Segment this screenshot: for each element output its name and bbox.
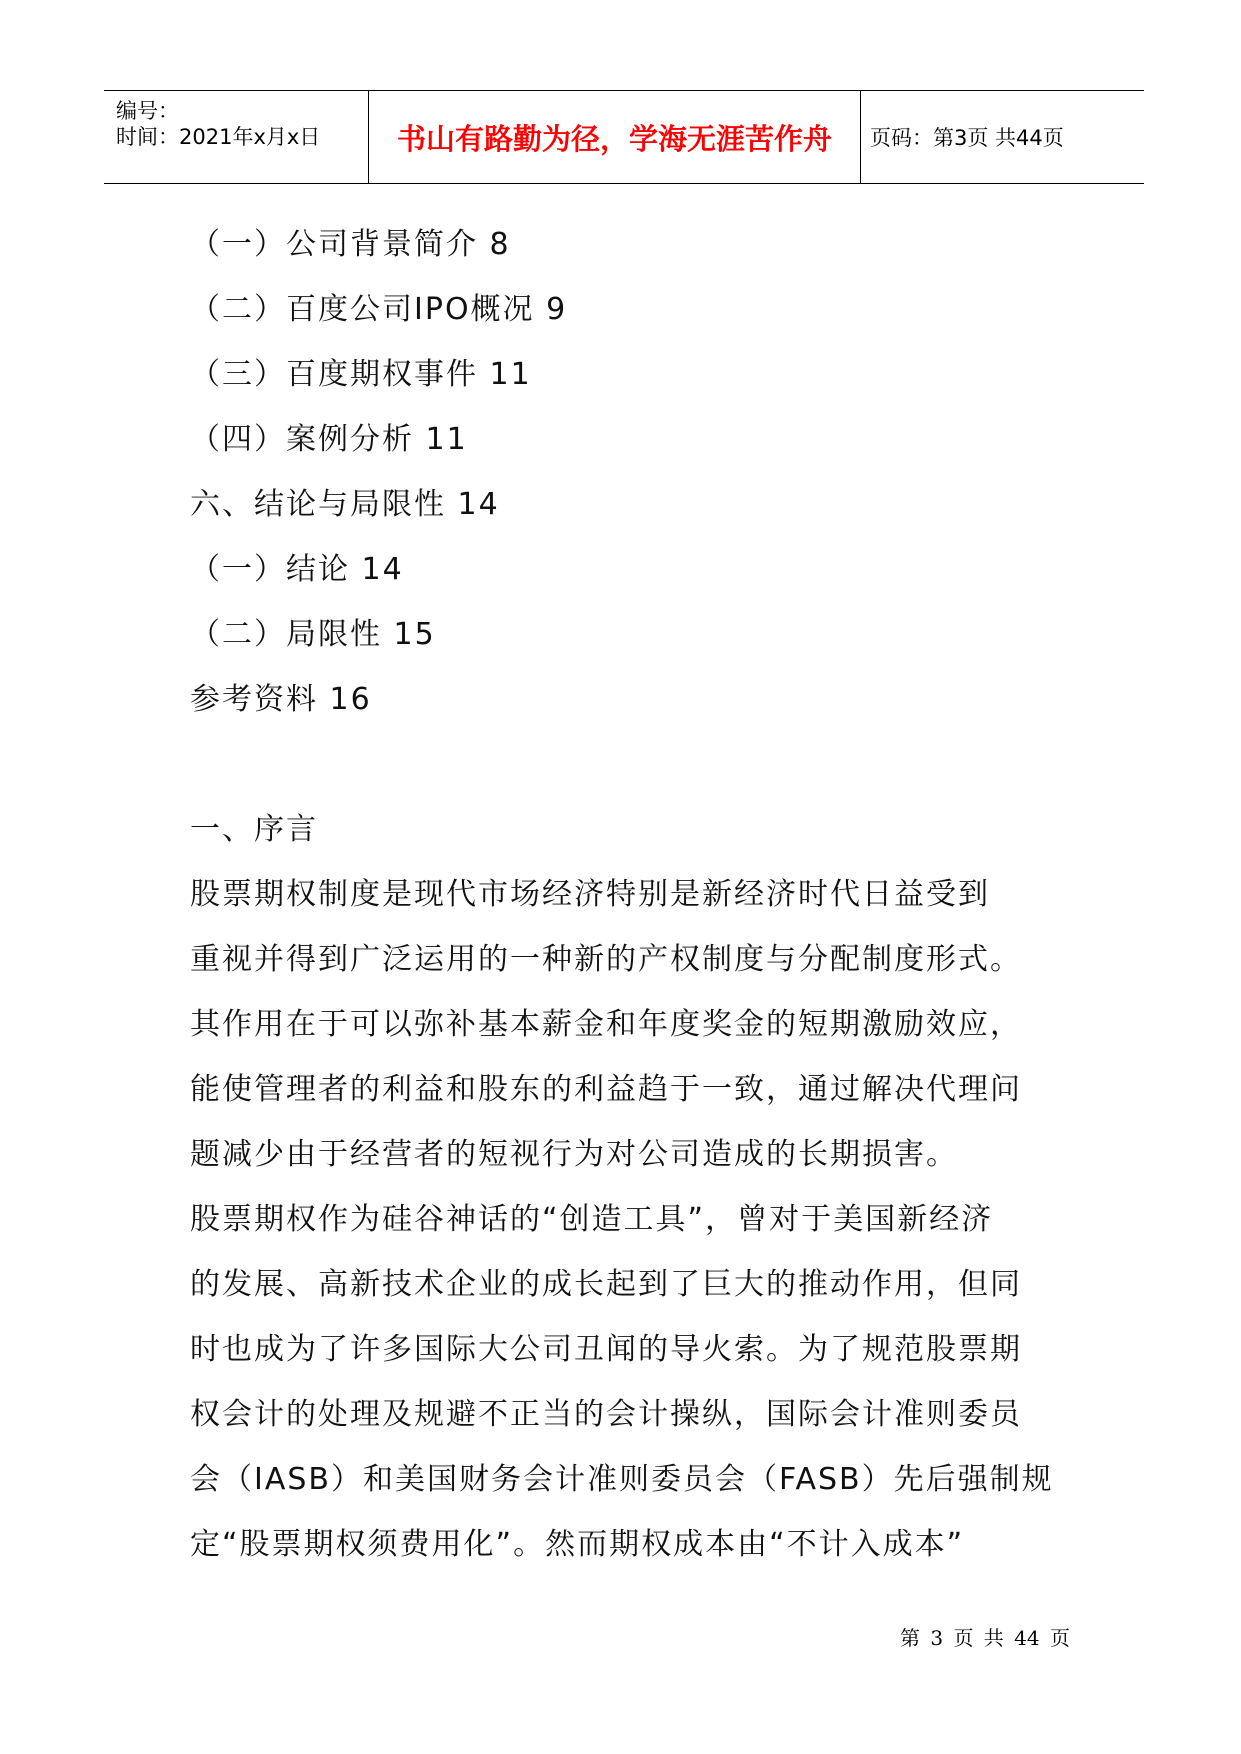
paragraph-line: 能使管理者的利益和股东的利益趋于一致，通过解决代理问: [190, 1072, 1022, 1107]
paragraph-line: 时也成为了许多国际大公司丑闻的导火索。为了规范股票期: [190, 1332, 1022, 1367]
toc-item: 六、结论与局限性 14: [190, 487, 500, 522]
paragraph-line: 的发展、高新技术企业的成长起到了巨大的推动作用，但同: [190, 1267, 1022, 1302]
toc-item: （一）结论 14: [190, 552, 404, 587]
paragraph-line: 股票期权作为硅谷神话的“创造工具”，曾对于美国新经济: [190, 1202, 994, 1237]
paragraph-line: 权会计的处理及规避不正当的会计操纵，国际会计准则委员: [190, 1397, 1022, 1432]
paragraph: [190, 1187, 1090, 1577]
paragraph-line: 会（IASB）和美国财务会计准则委员会（FASB）先后强制规: [190, 1462, 1054, 1497]
paragraph-line: 题减少由于经营者的短视行为对公司造成的长期损害。: [190, 1137, 958, 1172]
paragraph-line: 定“股票期权须费用化”。然而期权成本由“不计入成本”: [190, 1527, 965, 1562]
document-body: [190, 212, 1090, 1577]
table-of-contents: [190, 212, 1090, 732]
header-motto: 书山有路勤为径，学海无涯苦作舟: [396, 121, 832, 156]
header-divider: [860, 91, 861, 183]
toc-item: （四）案例分析 11: [190, 422, 468, 457]
page-footer: 第 3 页 共 44 页: [900, 1626, 1070, 1650]
date-line: 时间：2021年x月x日: [116, 125, 321, 149]
paragraph-line: 股票期权制度是现代市场经济特别是新经济时代日益受到: [190, 877, 990, 912]
paragraph-line: 重视并得到广泛运用的一种新的产权制度与分配制度形式。: [190, 942, 1022, 977]
toc-item: （一）公司背景简介 8: [190, 227, 511, 262]
toc-item: （二）局限性 15: [190, 617, 436, 652]
header-meta: [116, 91, 366, 183]
paragraph: [190, 862, 1090, 1187]
toc-item: 参考资料 16: [190, 682, 372, 717]
page-header: [104, 90, 1144, 184]
serial-number-label: 编号：: [116, 99, 179, 123]
header-page-info: 页码：第3页 共44页: [870, 126, 1064, 150]
section-title: 一、序言: [190, 812, 318, 847]
toc-item: （二）百度公司IPO概况 9: [190, 292, 568, 327]
toc-item: （三）百度期权事件 11: [190, 357, 532, 392]
paragraph-line: 其作用在于可以弥补基本薪金和年度奖金的短期激励效应，: [190, 1007, 1022, 1042]
